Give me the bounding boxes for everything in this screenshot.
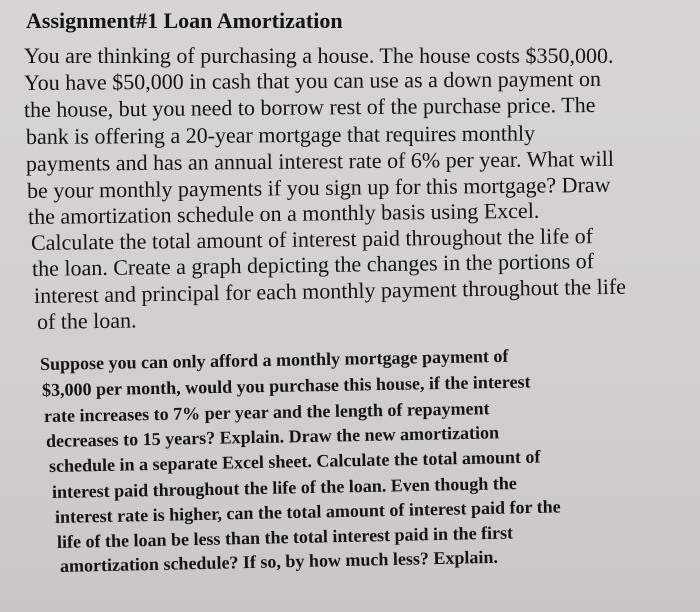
paragraph2-line: interest paid throughout the life of the loan. Even though the xyxy=(51,473,517,502)
assignment-title: Assignment#1 Loan Amortization xyxy=(26,8,343,33)
paragraph1-line: You are thinking of purchasing a house. The house costs $350,000. xyxy=(24,43,614,68)
paragraph1-line: Calculate the total amount of interest paid throughout the life of xyxy=(30,223,594,255)
paragraph2-line: rate increases to 7% per year and the length of repayment xyxy=(43,398,490,426)
paragraph1-line: You have $50,000 in cash that you can use as a down payment on xyxy=(23,65,602,95)
paragraph2-line: interest rate is higher, can the total amount of interest paid for the xyxy=(54,496,561,527)
paragraph2-line: schedule in a separate Excel sheet. Calculate the total amount of xyxy=(48,446,541,476)
paragraph1-line: of the loan. xyxy=(36,307,137,334)
paragraph2-line: Suppose you can only afford a monthly mortgage payment of xyxy=(39,345,509,374)
paragraph1-line: be your monthly payments if you sign up for this mortgage? Draw xyxy=(26,171,611,203)
paragraph1-line: interest and principal for each monthly payment throughout the life xyxy=(33,273,627,308)
paragraph2-line: decreases to 15 years? Explain. Draw the new amortization xyxy=(45,422,500,451)
paragraph2-line: life of the loan be less than the total interest paid in the first xyxy=(56,522,514,552)
paragraph2-line: $3,000 per month, would you purchase this house, if the interest xyxy=(41,371,531,400)
paragraph1-line: payments and has an annual interest rate of 6% per year. What will xyxy=(25,145,614,176)
paragraph1-line: bank is offering a 20-year mortgage that requires monthly xyxy=(25,120,536,149)
paragraph1-line: the amortization schedule on a monthly basis using Excel. xyxy=(27,197,540,229)
paragraph1-line: the loan. Create a graph depicting the changes in the portions of xyxy=(31,248,595,281)
paragraph1-line: the house, but you need to borrow rest of the purchase price. The xyxy=(23,92,596,122)
paragraph2-line: amortization schedule? If so, by how much less? Explain. xyxy=(59,546,499,576)
